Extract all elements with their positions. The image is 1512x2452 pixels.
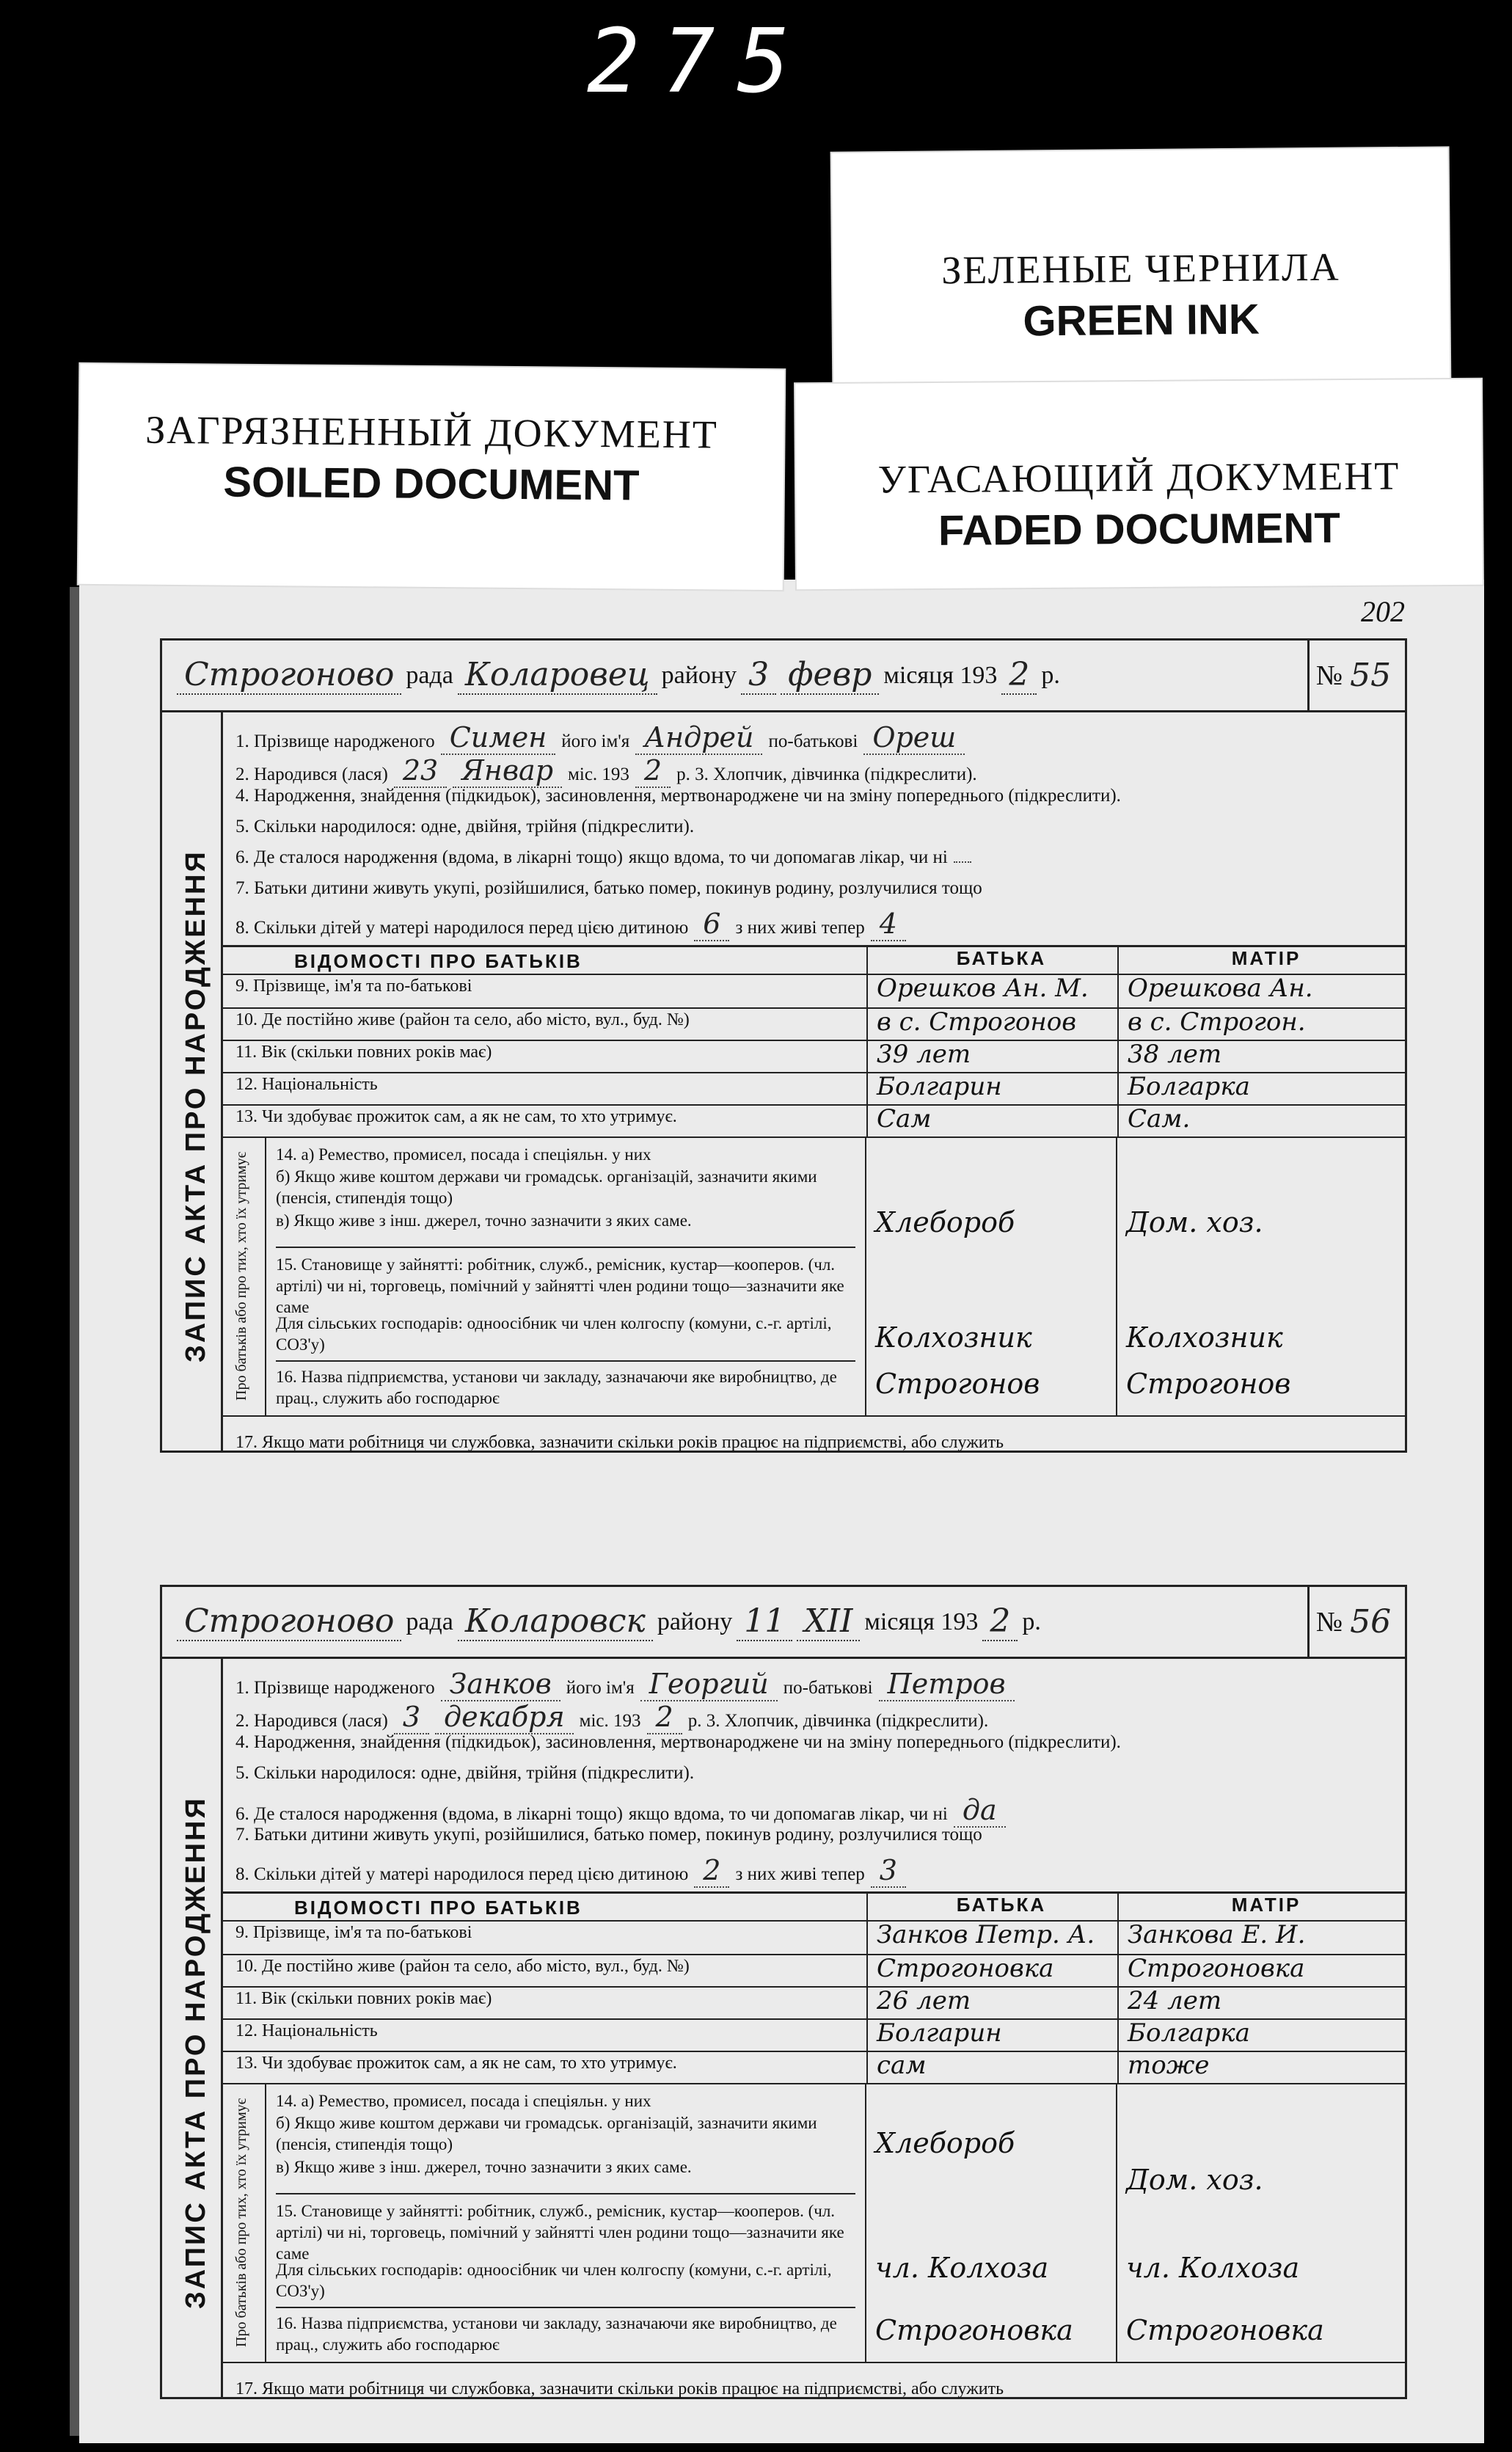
l7-label: 7. Батьки дитини живуть укупі, розійшилися, батько помер, покинув родину, розлучилися тощо [235,878,982,898]
father-self-support: сам [866,2051,1126,2083]
line-5 [235,817,1390,842]
mother-age: 24 лет [1117,1986,1405,2018]
q17: 17. Якщо мати робітниця чи службовка, зазначити скільки років працює на підприємстві, або служить [235,2379,1004,2398]
faded-label-ru: УГАСАЮЩИЙ ДОКУМЕНТ [877,453,1400,502]
l2-year-label: міс. 193 [568,765,629,784]
record-year-digit: 2 [982,1602,1018,1641]
children-alive: 4 [871,908,906,941]
number-sign: № [1315,1606,1343,1638]
green-ink-label-en: GREEN INK [1023,295,1260,346]
line-2 [235,1701,1390,1733]
record-header [162,1587,1405,1659]
r10-label: 10. Де постійно живе (район та село, або місто, вул., буд. №) [235,1957,690,1976]
l2-label: 2. Народився (лася) [235,1711,388,1731]
child-patronymic: Петров [879,1668,1015,1701]
line-6 [235,847,1390,872]
green-ink-label [832,147,1450,395]
l1-name-label: його ім'я [566,1678,635,1698]
mother-header: МАТІР [1117,1894,1405,1920]
father-self-support: Сам [866,1104,1126,1136]
mother-nationality: Болгарка [1117,2018,1405,2051]
occupation-block [221,1136,1405,1417]
side-title-text: ЗАПИС АКТА ПРО НАРОДЖЕННЯ [180,1796,211,2309]
q14a: 14. а) Ремество, промисел, посада і спеціяльн. у них [276,1145,651,1164]
record-day: 3 [741,656,776,695]
row-13 [221,1104,1405,1138]
line-4 [235,786,1390,811]
mother-self-support: тоже [1117,2051,1405,2083]
line-4 [235,1732,1390,1757]
l6-help-label: якщо вдома, то чи допомагав лікар, чи ні [628,847,948,867]
mother-trade: Дом. хоз. [1126,1206,1263,1238]
born-day: 3 [394,1701,429,1734]
l6-help-label: якщо вдома, то чи допомагав лікар, чи ні [628,1804,948,1824]
father-header: БАТЬКА [866,1894,1126,1920]
mother-org: Строгоновка [1126,2314,1324,2346]
r11-label: 11. Вік (скільки повних років має) [235,1989,492,2008]
block-side-text: Про батьків або про тих, хто їх утримує [233,2098,249,2347]
l2-sex-label: р. 3. Хлопчик, дівчинка (підкреслити). [676,765,977,784]
birth-record-55 [160,638,1407,1453]
number-sign: № [1315,660,1343,691]
line-7 [235,1825,1390,1850]
birth-record-56 [160,1585,1407,2399]
mother-status: чл. Колхоза [1126,2252,1300,2284]
record-number-box [1307,1587,1405,1657]
row-10 [221,1954,1405,1988]
mother-header: МАТІР [1117,947,1405,974]
r12-label: 12. Національність [235,2021,378,2040]
q15b: Для сільських господарів: одноосібник чи член колгоспу (комуни, с.-г. артілі, СОЗ'у) [276,1314,832,1354]
line-1 [235,1668,1390,1700]
faded-label-en: FADED DOCUMENT [938,504,1341,555]
mother-address: Строгоновка [1117,1954,1405,1986]
father-nationality: Болгарин [866,2018,1126,2051]
father-age: 39 лет [866,1040,1126,1072]
l4-label: 4. Народження, знайдення (підкидьок), засиновлення, мертвонароджене чи на зміну попереднього (підкреслити). [235,1732,1121,1752]
father-status: Колхозник [875,1321,1032,1354]
child-name: Андрей [635,721,762,755]
l1-label: 1. Прізвище народженого [235,1678,435,1698]
q14b: б) Якщо живе коштом держави чи громадськ. організацій, зазначити якими (пенсія, стипендія тощо) [276,1167,817,1207]
l1-patronymic-label: по-батькові [783,1678,873,1698]
l2-label: 2. Народився (лася) [235,765,388,784]
l1-label: 1. Прізвище народженого [235,731,435,751]
l8-label: 8. Скільки дітей у матері народилося перед цією дитиною [235,1864,689,1884]
l5-label: 5. Скільки народилося: одне, двійня, трійня (підкреслити). [235,817,695,836]
rada-name: Строгоново [177,656,401,695]
mother-name: Орешкова Ан. [1117,974,1405,1007]
child-surname: Занков [441,1668,560,1701]
born-year: 2 [635,754,671,788]
q16: 16. Назва підприємства, установи чи закладу, зазначаючи яке виробництво, де прац., служить або господарює [276,2307,855,2355]
mother-trade: Дом. хоз. [1126,2164,1263,2196]
folio-number: 275 [587,11,812,113]
record-number: 55 [1350,657,1392,694]
line-8 [235,908,1390,940]
born-month: Январ [453,754,562,788]
father-status: чл. Колхоза [875,2252,1049,2284]
l1-name-label: його ім'я [561,731,630,751]
soiled-label-ru: ЗАГРЯЗНЕННЫЙ ДОКУМЕНТ [145,407,719,457]
soiled-document-label [78,364,785,590]
side-title-text: ЗАПИС АКТА ПРО НАРОДЖЕННЯ [180,850,211,1362]
line-1 [235,721,1390,754]
q14c: в) Якщо живе з інш. джерел, точно зазначити з яких саме. [276,2158,692,2176]
r10-label: 10. Де постійно живе (район та село, або місто, вул., буд. №) [235,1010,690,1029]
page-corner-mark: 202 [1361,595,1405,628]
rayon-label: району [661,661,737,689]
child-patronymic: Ореш [863,721,965,755]
line-5 [235,1763,1390,1788]
line-2 [235,754,1390,787]
doctor-help [954,861,971,863]
l8-label: 8. Скільки дітей у матері народилося перед цією дитиною [235,918,689,938]
green-ink-label-ru: ЗЕЛЕНЫЕ ЧЕРНИЛА [941,244,1340,293]
record-day: 11 [737,1602,792,1641]
record-year-digit: 2 [1001,656,1037,695]
line-8 [235,1854,1390,1886]
l1-patronymic-label: по-батькові [768,731,858,751]
father-trade: Хлебороб [875,1206,1015,1238]
record-number-box [1307,641,1405,710]
father-address: Строгоновка [866,1954,1126,1986]
register-page [79,580,1484,2443]
record-month: XII [797,1602,860,1641]
rayon-name: Коларовск [458,1602,653,1641]
l5-label: 5. Скільки народилося: одне, двійня, трійня (підкреслити). [235,1763,695,1783]
faded-document-label [795,379,1483,590]
father-trade: Хлебороб [875,2127,1015,2159]
rayon-name: Коларовец [458,656,657,695]
father-name: Занков Петр. А. [866,1920,1126,1954]
mother-status: Колхозник [1126,1321,1283,1354]
r13-label: 13. Чи здобуває прожиток сам, а як не сам, то хто утримує. [235,2054,677,2073]
row-13 [221,2051,1405,2084]
mother-nationality: Болгарка [1117,1072,1405,1104]
q15: 15. Становище у зайнятті: робітник, служб., ремісник, кустар—кооперов. (чл. артілі) чи ні, торговець, помічний у зайнятті член родини тощо—зазначити яке саме [276,1247,855,1318]
block-side [221,1136,266,1415]
r12-label: 12. Національність [235,1075,378,1094]
record-month: февр [781,656,879,695]
occupation-block [221,2083,1405,2363]
record-number: 56 [1350,1603,1392,1641]
q15b: Для сільських господарів: одноосібник чи член колгоспу (комуни, с.-г. артілі, СОЗ'у) [276,2261,832,2300]
r9-label: 9. Прізвище, ім'я та по-батькові [235,1923,472,1942]
doctor-help: да [954,1794,1006,1828]
row-10 [221,1007,1405,1041]
mother-address: в с. Строгон. [1117,1007,1405,1040]
r13-label: 13. Чи здобуває прожиток сам, а як не сам, то хто утримує. [235,1107,677,1126]
father-age: 26 лет [866,1986,1126,2018]
born-day: 23 [394,754,447,788]
row-9 [221,1920,1405,1955]
father-header: БАТЬКА [866,947,1126,974]
father-address: в с. Строгонов [866,1007,1126,1040]
month-label: місяця 193 [864,1608,979,1635]
q14b: б) Якщо живе коштом держави чи громадськ. організацій, зазначити якими (пенсія, стипендія тощо) [276,2114,817,2153]
l7-label: 7. Батьки дитини живуть укупі, розійшилися, батько помер, покинув родину, розлучилися тощо [235,1825,982,1845]
father-org: Строгонов [875,1368,1040,1400]
row-12 [221,2018,1405,2052]
born-month: декабря [435,1701,574,1734]
child-name: Георгий [640,1668,778,1701]
l8-alive-label: з них живі тепер [735,1864,865,1884]
l4-label: 4. Народження, знайдення (підкидьок), засиновлення, мертвонароджене чи на зміну попереднього (підкреслити). [235,786,1121,806]
children-before: 6 [694,908,729,941]
child-surname: Симен [441,721,556,755]
q16: 16. Назва підприємства, установи чи закладу, зазначаючи яке виробництво, де прац., служить або господарює [276,1360,855,1409]
children-before: 2 [694,1854,729,1888]
rayon-label: району [657,1608,733,1635]
info-header: ВІДОМОСТІ ПРО БАТЬКІВ [294,1897,582,1919]
parents-header-row [221,947,1405,975]
year-suffix: р. [1041,661,1060,689]
rada-label: рада [406,661,453,689]
q14c: в) Якщо живе з інш. джерел, точно зазначити з яких саме. [276,1211,692,1230]
r11-label: 11. Вік (скільки повних років має) [235,1043,492,1062]
father-nationality: Болгарин [866,1072,1126,1104]
father-name: Орешков Ан. М. [866,974,1126,1007]
row-12 [221,1072,1405,1106]
rada-name: Строгоново [177,1602,401,1641]
l6-label: 6. Де сталося народження (вдома, в лікарні тощо) [235,1804,623,1824]
l2-year-label: міс. 193 [579,1711,641,1731]
children-alive: 3 [871,1854,906,1888]
row-9 [221,974,1405,1009]
soiled-label-en: SOILED DOCUMENT [223,458,640,510]
parents-grid [221,945,1405,1457]
year-suffix: р. [1022,1608,1041,1635]
month-label: місяця 193 [883,661,998,689]
mother-self-support: Сам. [1117,1104,1405,1136]
father-org: Строгоновка [875,2314,1073,2346]
record-side-title [162,710,223,1451]
parents-grid [221,1891,1405,2404]
q17: 17. Якщо мати робітниця чи службовка, зазначити скільки років працює на підприємстві, або служить [235,1433,1004,1452]
line-7 [235,878,1390,903]
mother-org: Строгонов [1126,1368,1291,1400]
r9-label: 9. Прізвище, ім'я та по-батькові [235,977,472,996]
block-side [221,2083,266,2362]
born-year: 2 [647,1701,682,1734]
mother-name: Занкова Е. И. [1117,1920,1405,1954]
row-11 [221,1986,1405,2020]
record-header [162,641,1405,712]
l2-sex-label: р. 3. Хлопчик, дівчинка (підкреслити). [687,1711,989,1731]
parents-header-row [221,1894,1405,1922]
rada-label: рада [406,1608,453,1635]
line-6 [235,1794,1390,1826]
q15: 15. Становище у зайнятті: робітник, служб., ремісник, кустар—кооперов. (чл. артілі) чи ні, торговець, помічний у зайнятті член родини тощо—зазначити яке саме [276,2193,855,2264]
q14a: 14. а) Ремество, промисел, посада і спеціяльн. у них [276,2092,651,2110]
row-11 [221,1040,1405,1073]
block-side-text: Про батьків або про тих, хто їх утримує [233,1151,249,1401]
l6-label: 6. Де сталося народження (вдома, в лікарні тощо) [235,847,623,867]
info-header: ВІДОМОСТІ ПРО БАТЬКІВ [294,950,582,972]
l8-alive-label: з них живі тепер [735,918,865,938]
mother-age: 38 лет [1117,1040,1405,1072]
record-side-title [162,1657,223,2397]
